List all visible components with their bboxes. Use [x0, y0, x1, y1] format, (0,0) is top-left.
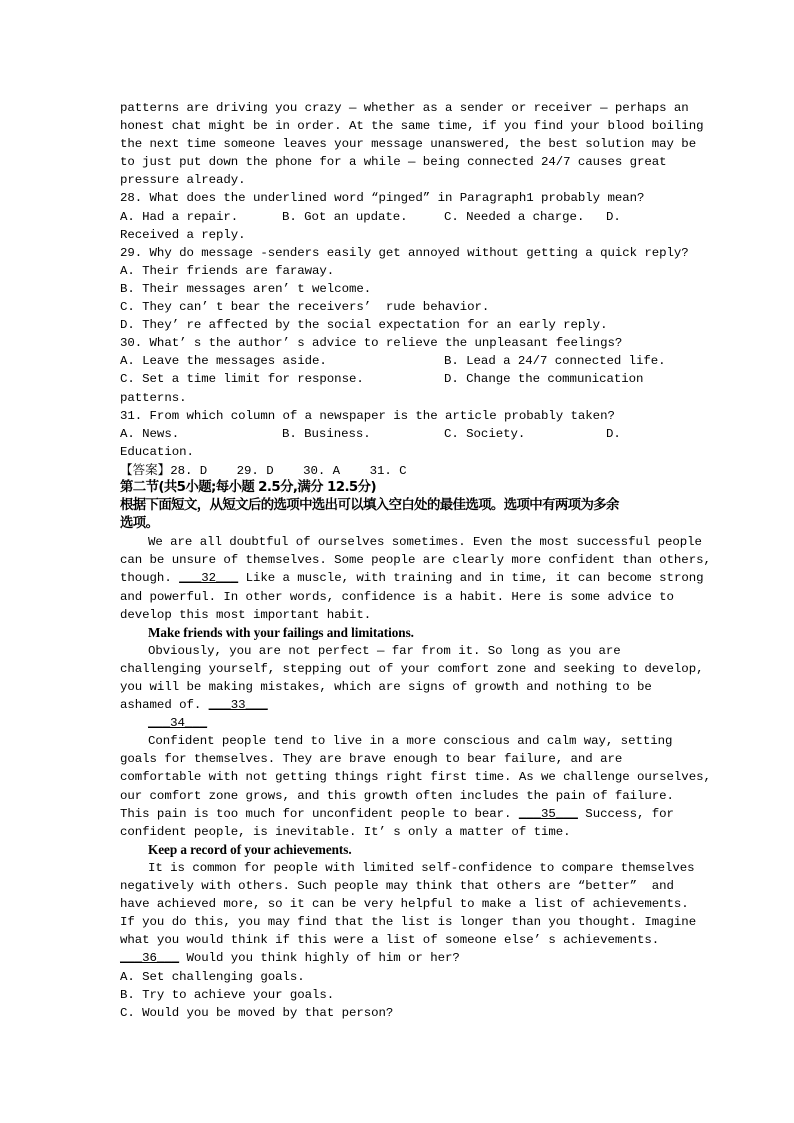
text-line: comfortable with not getting things right first time. As we challenge ourselves,: [120, 770, 711, 785]
text: Would you think highly of him or her?: [179, 951, 460, 966]
article-paragraph-2: [120, 642, 704, 714]
options-row: [120, 370, 676, 388]
subheading-1: Make friends with your failings and limitations.: [148, 624, 414, 640]
blank-34: ___34___: [148, 716, 208, 731]
text-line: [120, 696, 676, 714]
option-d-wrap: Education.: [120, 444, 194, 459]
choice-c: C. Would you be moved by that person?: [120, 1005, 394, 1020]
text-line: the next time someone leaves your message unanswered, the best solution may be: [120, 137, 697, 152]
text-line: Confident people tend to live in a more conscious and calm way, setting: [148, 734, 673, 749]
text-line: confident people, is inevitable. It’ s only a matter of time.: [120, 824, 571, 839]
option-c: C. Society.: [444, 426, 526, 441]
text-line: goals for themselves. They are brave enough to bear failure, and are: [120, 752, 623, 767]
option-d: D. They’ re affected by the social expectation for an early reply.: [120, 318, 608, 333]
option-a: A. Had a repair.: [120, 209, 239, 224]
options-row: [120, 425, 676, 443]
answer-key-text: 28. D 29. D 30. A 31. C: [170, 463, 407, 478]
text: Like a muscle, with training and in time, it can become strong: [238, 571, 704, 586]
text-line: and powerful. In other words, confidence is a habit. Here is some advice to: [120, 589, 674, 604]
question-stem: 28. What does the underlined word “pinged” in Paragraph1 probably mean?: [120, 191, 645, 206]
question-stem: 29. Why do message -senders easily get annoyed without getting a quick reply?: [120, 245, 689, 260]
question-stem: 31. From which column of a newspaper is the article probably taken?: [120, 408, 615, 423]
text-line: pressure already.: [120, 173, 246, 188]
article-paragraph-1: [120, 533, 711, 623]
option-d: D.: [606, 426, 621, 441]
question-stem: 30. What’ s the author’ s advice to relieve the unpleasant feelings?: [120, 336, 623, 351]
option-d: D.: [606, 209, 621, 224]
text-line: We are all doubtful of ourselves sometimes. Even the most successful people: [148, 535, 702, 550]
choice-a: A. Set challenging goals.: [120, 969, 305, 984]
text-line: [120, 949, 676, 967]
text-line: [120, 569, 704, 587]
exam-page: [120, 99, 711, 1022]
option-b: B. Got an update.: [282, 209, 408, 224]
article-paragraph-4: [120, 859, 697, 968]
option-c: C. They can’ t bear the receivers’ rude behavior.: [120, 300, 490, 315]
text-line: to just put down the phone for a while — being connected 24/7 causes great: [120, 155, 667, 170]
blank-34-line: [120, 714, 676, 732]
text: Success, for: [577, 806, 674, 821]
text-line: [120, 805, 676, 823]
text-line: It is common for people with limited self-confidence to compare themselves: [148, 860, 695, 875]
option-b: B. Business.: [282, 426, 371, 441]
option-d-wrap: patterns.: [120, 390, 187, 405]
option-b: B. Lead a 24/7 connected life.: [444, 354, 666, 369]
blank-32: ___32___: [179, 571, 239, 586]
option-c: C. Set a time limit for response.: [120, 372, 364, 387]
text-line: honest chat might be in order. At the same time, if you find your blood boiling: [120, 119, 704, 134]
section-instruction-wrap: 选项。: [120, 516, 159, 532]
answer-key: [120, 461, 676, 479]
options-row: [120, 208, 676, 226]
section-instruction: 根据下面短文，从短文后的选项中选出可以填入空白处的最佳选项。选项中有两项为多余: [120, 498, 619, 514]
option-b: B. Their messages aren’ t welcome.: [120, 281, 372, 296]
text-line: negatively with others. Such people may think that others are “better” and: [120, 879, 674, 894]
question-30: [120, 334, 676, 406]
options-row: [120, 352, 676, 370]
question-28: [120, 189, 676, 243]
choice-list: [120, 968, 676, 1022]
article-paragraph-3: [120, 732, 711, 841]
option-d-wrap: Received a reply.: [120, 227, 246, 242]
text-line: have achieved more, so it can be very helpful to make a list of achievements.: [120, 897, 689, 912]
text-line: develop this most important habit.: [120, 607, 372, 622]
passage-ending: [120, 99, 704, 189]
choice-b: B. Try to achieve your goals.: [120, 987, 335, 1002]
text-line: what you would think if this were a list of someone else’ s achievements.: [120, 933, 660, 948]
text: ashamed of.: [120, 698, 209, 713]
question-29: [120, 244, 689, 334]
subheading-2: Keep a record of your achievements.: [148, 841, 352, 857]
text-line: can be unsure of themselves. Some people are clearly more confident than others,: [120, 553, 711, 568]
text: though.: [120, 571, 180, 586]
text-line: our comfort zone grows, and this growth often includes the pain of failure.: [120, 788, 674, 803]
question-31: [120, 407, 676, 461]
text-line: patterns are driving you crazy — whether as a sender or receiver — perhaps an: [120, 101, 689, 115]
text-line: Obviously, you are not perfect — far from it. So long as you are: [148, 643, 621, 658]
option-a: A. News.: [120, 426, 180, 441]
blank-36: ___36___: [120, 951, 180, 966]
answer-key-label: 【答案】: [120, 461, 171, 477]
section-title: 第二节(共5小题;每小题 2.5分,满分 12.5分): [120, 479, 376, 495]
option-c: C. Needed a charge.: [444, 209, 585, 224]
option-a: A. Their friends are faraway.: [120, 263, 335, 278]
option-a: A. Leave the messages aside.: [120, 354, 327, 369]
text: This pain is too much for unconfident people to bear.: [120, 806, 519, 821]
text-line: challenging yourself, stepping out of your comfort zone and seeking to develop,: [120, 661, 704, 676]
text-line: If you do this, you may find that the list is longer than you thought. Imagine: [120, 915, 697, 930]
blank-33: ___33___: [208, 698, 268, 713]
text-line: you will be making mistakes, which are signs of growth and nothing to be: [120, 680, 652, 694]
option-d: D. Change the communication: [444, 372, 644, 387]
blank-35: ___35___: [518, 806, 578, 821]
